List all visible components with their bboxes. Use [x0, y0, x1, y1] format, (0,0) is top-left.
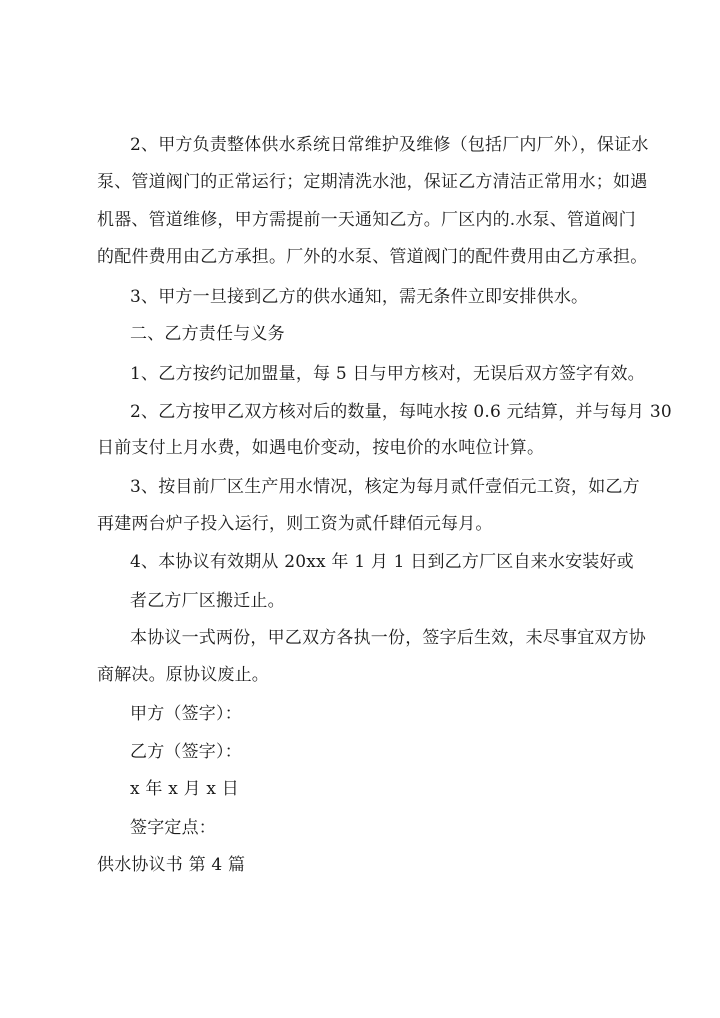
signing-place-line: 签字定点：	[130, 818, 216, 838]
paragraph-line: 3、甲方一旦接到乙方的供水通知，需无条件立即安排供水。	[130, 287, 589, 307]
paragraph-line: 再建两台炉子投入运行，则工资为贰仟肆佰元每月。	[97, 514, 493, 534]
paragraph-line: 1、乙方按约记加盟量，每 5 日与甲方核对，无误后双方签字有效。	[130, 364, 645, 384]
paragraph-line: 的配件费用由乙方承担。厂外的水泵、管道阀门的配件费用由乙方承担。	[97, 247, 648, 267]
paragraph-line: 者乙方厂区搬迁止。	[130, 591, 285, 611]
paragraph-line: 2、甲方负责整体供水系统日常维护及维修（包括厂内厂外），保证水	[130, 135, 649, 155]
paragraph-line: 2、乙方按甲乙双方核对后的数量，每吨水按 0.6 元结算，并与每月 30	[130, 402, 672, 422]
paragraph-line: 商解决。原协议废止。	[97, 665, 269, 685]
signature-line-party-a: 甲方（签字）：	[130, 704, 242, 724]
paragraph-line: 泵、管道阀门的正常运行；定期清洗水池，保证乙方清洁正常用水；如遇	[97, 172, 648, 192]
paragraph-line: 机器、管道维修，甲方需提前一天通知乙方。厂区内的.水泵、管道阀门	[97, 210, 636, 230]
paragraph-line: 3、按目前厂区生产用水情况，核定为每月贰仟壹佰元工资，如乙方	[130, 477, 640, 497]
paragraph-line: 4、本协议有效期从 20xx 年 1 月 1 日到乙方厂区自来水安装好或	[130, 552, 634, 572]
signature-line-party-b: 乙方（签字）：	[130, 742, 242, 762]
next-article-title: 供水协议书 第 4 篇	[97, 855, 246, 875]
paragraph-line: 本协议一式两份，甲乙双方各执一份，签字后生效，未尽事宜双方协	[130, 628, 646, 648]
section-heading: 二、乙方责任与义务	[130, 324, 285, 344]
date-line: x 年 x 月 x 日	[130, 779, 239, 799]
paragraph-line: 日前支付上月水费，如遇电价变动，按电价的水吨位计算。	[97, 438, 545, 458]
